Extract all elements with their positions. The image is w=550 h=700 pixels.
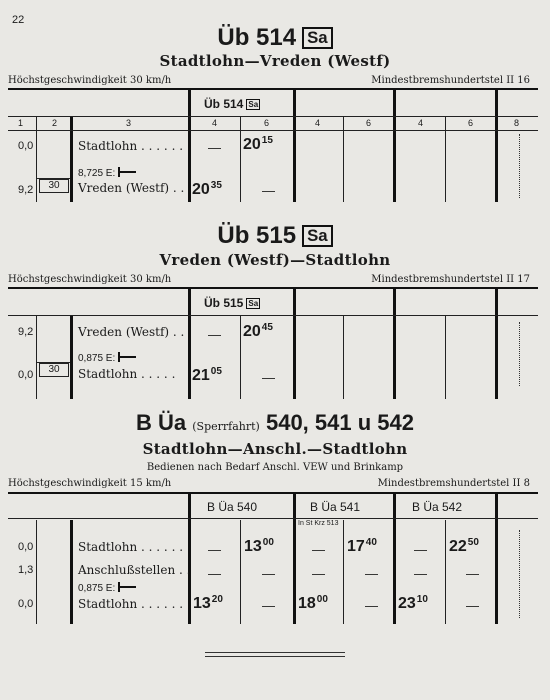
column-divider xyxy=(445,316,446,399)
divider xyxy=(8,130,538,131)
arrival-time: $20^{35}$ xyxy=(192,180,222,198)
column-divider xyxy=(393,90,396,202)
arrival-time: $21^{05}$ xyxy=(192,366,222,384)
speed-limit-box: 30 xyxy=(39,179,69,193)
max-speed-515: Höchstgeschwindigkeit 30 km/h xyxy=(8,274,172,285)
end-rule xyxy=(205,656,345,657)
no-stop-dash: — xyxy=(208,140,221,155)
column-divider xyxy=(495,90,498,202)
column-divider xyxy=(293,494,296,624)
column-header-514: Üb 514 Sa xyxy=(204,97,259,111)
column-divider xyxy=(495,494,498,624)
column-divider xyxy=(70,520,73,624)
column-number: 6 xyxy=(264,118,270,128)
column-number: 6 xyxy=(366,118,372,128)
km-value: 9,2 xyxy=(18,184,34,196)
no-stop-dash: — xyxy=(312,566,325,581)
no-stop-dash: — xyxy=(414,566,427,581)
column-divider xyxy=(188,494,191,624)
column-number: 4 xyxy=(212,118,218,128)
saturday-badge: Sa xyxy=(302,225,333,247)
page-number: 22 xyxy=(12,14,25,26)
column-divider xyxy=(343,520,344,624)
station-name: Stadtlohn . . . . . xyxy=(78,367,176,381)
speed-limit-box: 30 xyxy=(39,363,69,377)
divider xyxy=(8,116,538,117)
column-number: 4 xyxy=(315,118,321,128)
divider xyxy=(8,88,538,90)
no-stop-dash: — xyxy=(466,566,479,581)
column-divider xyxy=(293,289,296,399)
divider xyxy=(8,287,538,289)
column-number: 6 xyxy=(468,118,474,128)
column-divider xyxy=(445,520,446,624)
train-number: Üb 515 xyxy=(217,222,297,249)
column-divider xyxy=(393,494,396,624)
station-name: Stadtlohn . . . . . . xyxy=(78,139,184,153)
train-title-bua: B Üa (Sperrfahrt) 540, 541 u 542 xyxy=(136,410,414,435)
departure-time: $17^{40}$ xyxy=(347,537,377,555)
no-stop-dash: — xyxy=(262,598,275,613)
column-header-542: B Üa 542 xyxy=(412,500,463,514)
station-name: Stadtlohn . . . . . . xyxy=(78,597,184,611)
departure-time: $20^{45}$ xyxy=(243,322,273,340)
brake-percentage-bua: Mindestbremshundertstel II 8 xyxy=(377,478,530,489)
arrival-time: $23^{10}$ xyxy=(398,594,428,612)
column-divider xyxy=(70,316,73,399)
station-name: Vreden (Westf) . . xyxy=(78,181,185,195)
saturday-badge: Sa xyxy=(302,27,333,49)
train-number: Üb 514 xyxy=(217,24,297,51)
departure-time: $13^{00}$ xyxy=(244,537,274,555)
route-515: Vreden (Westf)—Stadtlohn xyxy=(159,251,391,269)
no-stop-dash: — xyxy=(365,598,378,613)
signal-note: 0,875 E: xyxy=(78,352,138,364)
entry-signal-icon xyxy=(118,167,138,177)
no-stop-dash: — xyxy=(312,542,325,557)
no-stop-dash: — xyxy=(466,598,479,613)
km-value: 0,0 xyxy=(18,598,34,610)
column-divider xyxy=(36,520,37,624)
departure-time: $20^{15}$ xyxy=(243,135,273,153)
no-stop-dash: — xyxy=(208,542,221,557)
saturday-badge: Sa xyxy=(248,100,259,109)
column-divider xyxy=(188,90,191,202)
column-divider xyxy=(495,289,498,399)
km-value: 0,0 xyxy=(18,369,34,381)
km-value: 0,0 xyxy=(18,541,34,553)
station-name: Anschlußstellen . . xyxy=(78,563,191,577)
column-divider xyxy=(343,316,344,399)
service-note: Bedienen nach Bedarf Anschl. VEW und Brinkamp xyxy=(146,462,404,473)
brake-percentage-514: Mindestbremshundertstel II 16 xyxy=(371,75,530,86)
column-header-515: Üb 515 Sa xyxy=(204,296,259,310)
column-divider xyxy=(293,90,296,202)
signal-note: 8,725 E: xyxy=(78,167,138,179)
column-number: 1 xyxy=(18,118,24,128)
column-divider xyxy=(188,289,191,399)
column-number: 4 xyxy=(418,118,424,128)
continuation-mark xyxy=(519,134,526,198)
column-number: 8 xyxy=(514,118,520,128)
no-stop-dash: — xyxy=(262,183,275,198)
station-name: Stadtlohn . . . . . . xyxy=(78,540,184,554)
km-value: 9,2 xyxy=(18,326,34,338)
station-name: Vreden (Westf) . . xyxy=(78,325,185,339)
arrival-time: $18^{00}$ xyxy=(298,594,328,612)
divider xyxy=(8,518,538,519)
signal-note: 0,875 E: xyxy=(78,582,138,594)
no-stop-dash: — xyxy=(414,542,427,557)
km-value: 1,3 xyxy=(18,564,34,576)
no-stop-dash: — xyxy=(262,566,275,581)
continuation-mark xyxy=(519,530,526,618)
column-number: 3 xyxy=(126,118,132,128)
no-stop-dash: — xyxy=(208,566,221,581)
route-514: Stadtlohn—Vreden (Westf) xyxy=(159,52,391,70)
column-number: 2 xyxy=(52,118,58,128)
entry-signal-icon xyxy=(118,582,138,592)
column-header-540: B Üa 540 xyxy=(207,500,258,514)
end-rule xyxy=(205,652,345,653)
column-divider xyxy=(393,289,396,399)
no-stop-dash: — xyxy=(365,566,378,581)
column-divider xyxy=(240,520,241,624)
entry-signal-icon xyxy=(118,352,138,362)
max-speed-bua: Höchstgeschwindigkeit 15 km/h xyxy=(8,478,172,489)
brake-percentage-515: Mindestbremshundertstel II 17 xyxy=(371,274,530,285)
arrival-time: $13^{20}$ xyxy=(193,594,223,612)
column-header-541: B Üa 541 xyxy=(310,500,361,514)
train-title-514 xyxy=(0,24,550,52)
divider xyxy=(8,492,538,494)
no-stop-dash: — xyxy=(262,370,275,385)
no-stop-dash: — xyxy=(208,327,221,342)
divider xyxy=(8,315,538,316)
saturday-badge: Sa xyxy=(248,299,259,308)
column-divider xyxy=(240,316,241,399)
column-divider xyxy=(36,316,37,399)
train-title-515 xyxy=(0,222,550,250)
max-speed-514: Höchstgeschwindigkeit 30 km/h xyxy=(8,75,172,86)
departure-time: $22^{50}$ xyxy=(449,537,479,555)
km-value: 0,0 xyxy=(18,140,34,152)
continuation-mark xyxy=(519,322,526,386)
connection-note: In St Krz 513 xyxy=(298,520,339,527)
route-bua: Stadtlohn—Anschl.—Stadtlohn xyxy=(142,440,408,458)
